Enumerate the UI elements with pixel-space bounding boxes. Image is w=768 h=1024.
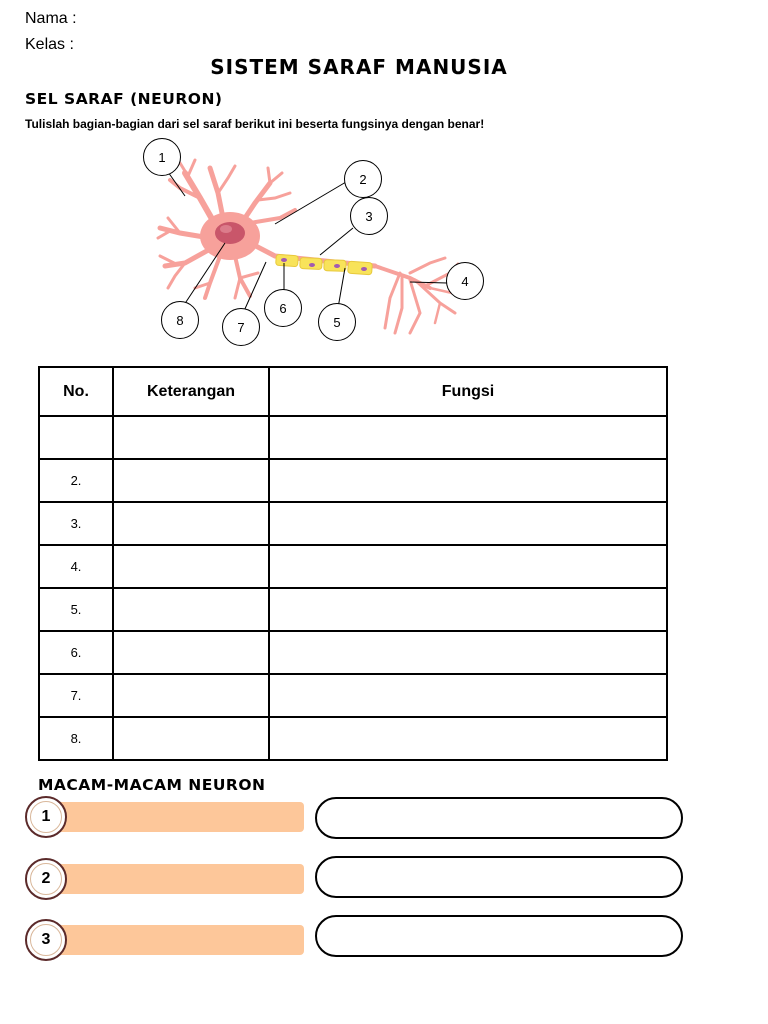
row-number: 5.: [39, 588, 113, 631]
callout-6: 6: [264, 289, 302, 327]
callout-7: 7: [222, 308, 260, 346]
header-fungsi: Fungsi: [269, 367, 667, 416]
answer-box[interactable]: [315, 797, 683, 839]
label-bar: [46, 802, 304, 832]
fungsi-cell[interactable]: [269, 588, 667, 631]
row-number: [39, 416, 113, 459]
callout-1: 1: [143, 138, 181, 176]
callout-2: 2: [344, 160, 382, 198]
name-label: Nama :: [25, 10, 77, 27]
fungsi-cell[interactable]: [269, 545, 667, 588]
fungsi-cell[interactable]: [269, 502, 667, 545]
table-row: [39, 588, 667, 631]
keterangan-cell[interactable]: [113, 502, 269, 545]
fungsi-cell[interactable]: [269, 631, 667, 674]
table-row: [39, 631, 667, 674]
keterangan-cell[interactable]: [113, 588, 269, 631]
callout-8: 8: [161, 301, 199, 339]
table-row: [39, 459, 667, 502]
keterangan-cell[interactable]: [113, 416, 269, 459]
keterangan-cell[interactable]: [113, 674, 269, 717]
row-number: 8.: [39, 717, 113, 760]
item-number-badge: 2: [25, 858, 67, 900]
header-keterangan: Keterangan: [113, 367, 269, 416]
table-row: [39, 502, 667, 545]
fungsi-cell[interactable]: [269, 416, 667, 459]
callout-3: 3: [350, 197, 388, 235]
callout-4: 4: [446, 262, 484, 300]
row-number: 6.: [39, 631, 113, 674]
table-row: [39, 674, 667, 717]
header-no: No.: [39, 367, 113, 416]
keterangan-cell[interactable]: [113, 459, 269, 502]
section-heading-neuron: SEL SARAF (NEURON): [25, 90, 223, 108]
item-number-badge: 1: [25, 796, 67, 838]
label-bar: [46, 864, 304, 894]
answer-box[interactable]: [315, 915, 683, 957]
keterangan-cell[interactable]: [113, 717, 269, 760]
table-row: [39, 416, 667, 459]
neuron-parts-table: [38, 366, 668, 761]
class-label: Kelas :: [25, 36, 74, 53]
answer-box[interactable]: [315, 856, 683, 898]
row-number: 4.: [39, 545, 113, 588]
neuron-diagram: [140, 138, 490, 350]
row-number: 2.: [39, 459, 113, 502]
instruction-text: Tulislah bagian-bagian dari sel saraf berikut ini beserta fungsinya dengan benar!: [25, 117, 485, 131]
table-header-row: [39, 367, 667, 416]
fungsi-cell[interactable]: [269, 674, 667, 717]
keterangan-cell[interactable]: [113, 631, 269, 674]
row-number: 7.: [39, 674, 113, 717]
table-row: [39, 545, 667, 588]
callout-5: 5: [318, 303, 356, 341]
table-row: [39, 717, 667, 760]
fungsi-cell[interactable]: [269, 459, 667, 502]
fungsi-cell[interactable]: [269, 717, 667, 760]
row-number: 3.: [39, 502, 113, 545]
page-title: SISTEM SARAF MANUSIA: [210, 55, 508, 79]
label-bar: [46, 925, 304, 955]
keterangan-cell[interactable]: [113, 545, 269, 588]
item-number-badge: 3: [25, 919, 67, 961]
section-heading-neuron-types: MACAM-MACAM NEURON: [38, 776, 266, 794]
